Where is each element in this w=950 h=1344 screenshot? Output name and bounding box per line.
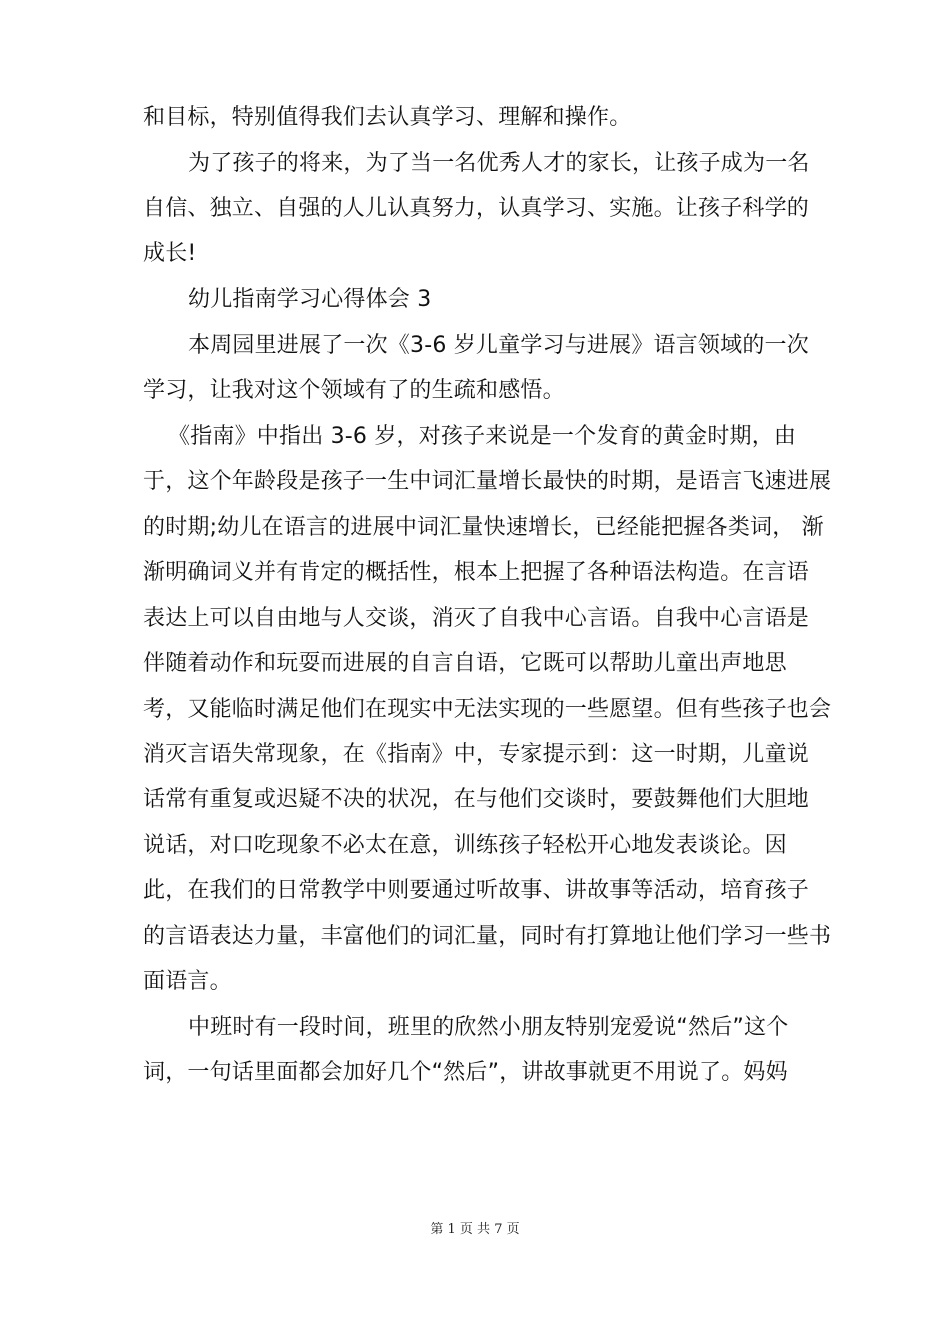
text-line: 的时期;幼儿在语言的进展中词汇量快速增长，已经能把握各类词， 渐 <box>143 515 824 540</box>
text-line: 的言语表达力量，丰富他们的词汇量，同时有打算地让他们学习一些书 <box>143 924 832 949</box>
section-heading: 幼儿指南学习心得体会 3 <box>188 287 432 312</box>
paragraph-first-line: 为了孩子的将来，为了当一名优秀人才的家长，让孩子成为一名 <box>188 151 810 176</box>
text-line: 伴随着动作和玩耍而进展的自言自语，它既可以帮助儿童出声地思 <box>143 651 787 676</box>
paragraph-first-line: 《指南》中指出 3-6 岁，对孩子来说是一个发育的黄金时期，由 <box>168 424 797 449</box>
text-line: 自信、独立、自强的人儿认真努力，认真学习、实施。让孩子科学的 <box>143 196 810 221</box>
text-line: 渐明确词义并有肯定的概括性，根本上把握了各种语法构造。在言语 <box>143 560 810 585</box>
text-line: 话常有重复或迟疑不决的状况，在与他们交谈时，要鼓舞他们大胆地 <box>143 787 810 812</box>
page-number-footer: 第 1 页 共 7 页 <box>430 1222 520 1237</box>
text-line: 成长! <box>143 241 197 266</box>
text-line: 消灭言语失常现象，在《指南》中，专家提示到：这一时期，儿童说 <box>143 742 810 767</box>
text-line: 此，在我们的日常教学中则要通过听故事、讲故事等活动，培育孩子 <box>143 878 810 903</box>
text-line: 和目标，特别值得我们去认真学习、理解和操作。 <box>143 105 632 130</box>
text-line: 词，一句话里面都会加好几个“然后”，讲故事就更不用说了。妈妈 <box>143 1060 788 1085</box>
text-line: 学习，让我对这个领域有了的生疏和感悟。 <box>143 378 565 403</box>
text-line: 说话，对口吃现象不必太在意，训练孩子轻松开心地发表谈论。因 <box>143 833 787 858</box>
paragraph-first-line: 中班时有一段时间，班里的欣然小朋友特别宠爱说“然后”这个 <box>188 1015 789 1040</box>
text-line: 面语言。 <box>143 969 232 994</box>
text-line: 于，这个年龄段是孩子一生中词汇量增长最快的时期，是语言飞速进展 <box>143 469 832 494</box>
text-line: 考，又能临时满足他们在现实中无法实现的一些愿望。但有些孩子也会 <box>143 697 832 722</box>
text-line: 表达上可以自由地与人交谈，消灭了自我中心言语。自我中心言语是 <box>143 606 810 631</box>
paragraph-first-line: 本周园里进展了一次《3-6 岁儿童学习与进展》语言领域的一次 <box>188 333 809 358</box>
